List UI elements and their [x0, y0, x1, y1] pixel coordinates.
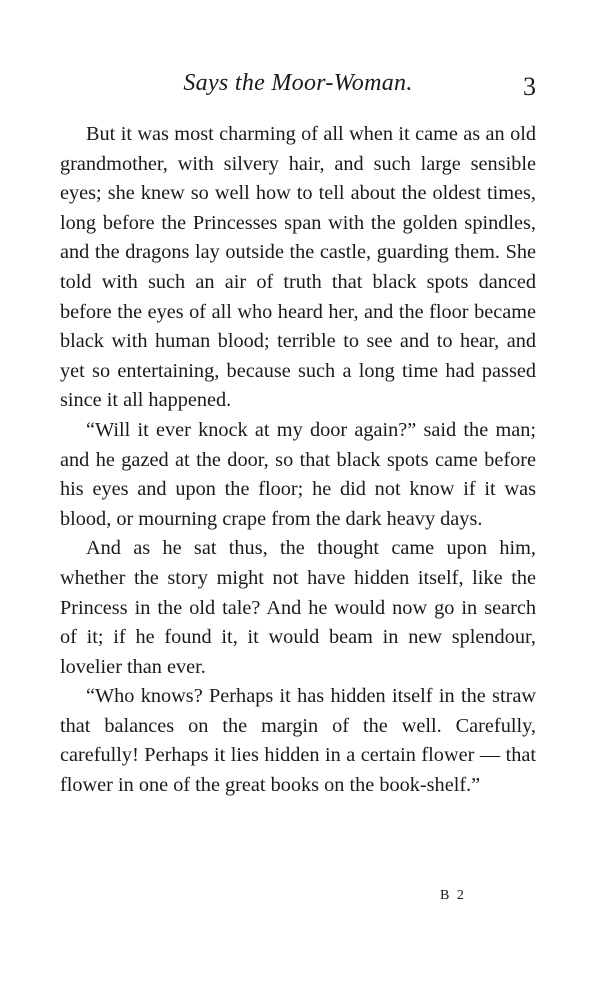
- paragraph-1: But it was most charming of all when it came as an old grandmother, with silvery hair, and such large sensible eyes; she knew so well how to tell about the oldest times, long before the Princesses span with the golden spindles, and the dragons lay outside the castle, guarding them. She told with such an air of truth that black spots danced before the eyes of all who heard her, and the floor became black with human blood; terrible to see and to hear, and yet so entertaining, because such a long time had passed since it all happened.: [60, 123, 536, 412]
- page-number: 3: [523, 72, 536, 101]
- paragraph-4: “Who knows? Perhaps it has hidden itself in the straw that balances on the margin of the well. Carefully, carefully! Perhaps it lies hidden in a certain flower — that flower in one of the great books on the book-shelf.”: [60, 685, 536, 797]
- signature-mark: B 2: [440, 888, 466, 903]
- running-head: [60, 70, 536, 106]
- running-title: Says the Moor-Woman.: [183, 70, 413, 96]
- paragraph-2: “Will it ever knock at my door again?” said the man; and he gazed at the door, so that black spots came before his eyes and upon the floor; he did not know if it was blood, or mourning crape from the dark heavy days.: [60, 418, 536, 530]
- body-text: [60, 120, 536, 801]
- paragraph-3: And as he sat thus, the thought came upon him, whether the story might not have hidden itself, like the Princess in the old tale? And he would now go in search of it; if he found it, it would beam in new splendour, lovelier than ever.: [60, 537, 536, 678]
